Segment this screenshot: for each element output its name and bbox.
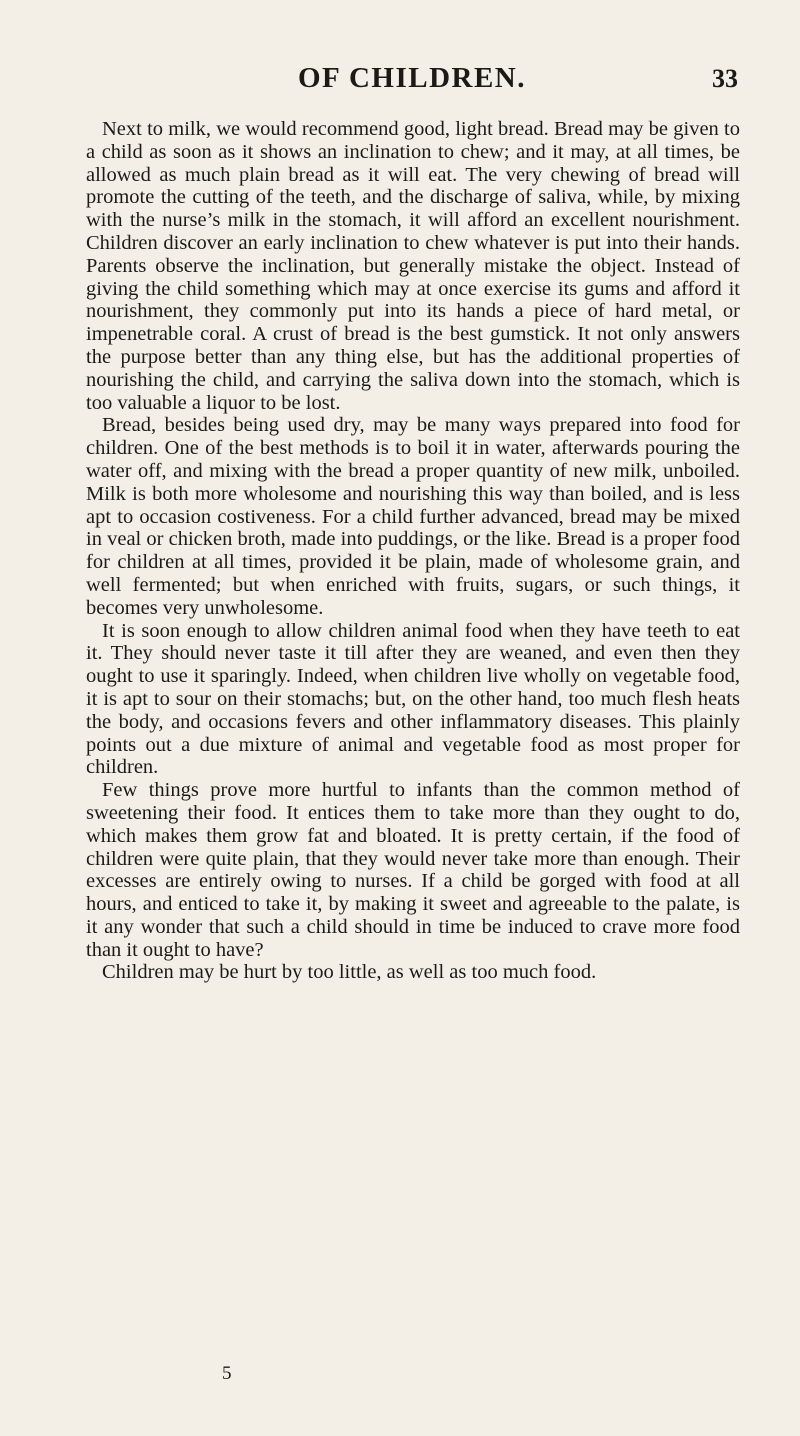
paragraph-bread-preparation: Bread, besides being used dry, may be many ways prepared into food for children. One of the best methods is to boil it in water, afterwards pouring the water off, and mixing with the bread a proper quantity of new milk, unboiled. Milk is both more wholesome and nourishing this way than boiled, and is less apt to occasion costiveness. For a child further advanced, bread may be mixed in veal or chicken broth, made into puddings, or the like. Bread is a proper food for children at all times, provided it be plain, made of wholesome grain, and well fermented; but when enriched with fruits, sugars, or such things, it becomes very unwholesome. <box>86 414 740 619</box>
paragraph-too-little-food: Children may be hurt by too little, as well as too much food. <box>102 961 597 984</box>
paragraph-bread: Next to milk, we would recommend good, light bread. Bread may be given to a child as soon as it shows an inclination to chew; and it may, at all times, be allowed as much plain bread as it will eat. The very chewing of bread will promote the cutting of the teeth, and the discharge of saliva, while, by mixing with the nurse’s milk in the stomach, it will afford an excellent nourishment. Children discover an early inclination to chew whatever is put into their hands. Parents observe the inclination, but generally mistake the object. Instead of giving the child something which may at once exercise its gums and afford it nourishment, they commonly put into its hands a piece of hard metal, or impenetrable coral. A crust of bread is the best gumstick. It not only answers the purpose better than any thing else, but has the additional properties of nourishing the child, and carrying the saliva down into the stomach, which is too valuable a liquor to be lost. <box>86 118 740 414</box>
paragraph-sweetening: Few things prove more hurtful to infants than the common method of sweetening their food. It entices them to take more than they ought to do, which makes them grow fat and bloated. It is pretty certain, if the food of children were quite plain, that they would never take more than enough. Their excesses are entirely owing to nurses. If a child be gorged with food at all hours, and enticed to take it, by making it sweet and agreeable to the palate, is it any wonder that such a child should in time be induced to crave more food than it ought to have? <box>86 779 740 961</box>
body-text <box>86 118 740 984</box>
page-header <box>86 62 738 102</box>
signature-mark: 5 <box>222 1363 232 1384</box>
running-title: OF CHILDREN. <box>298 62 526 94</box>
paragraph-animal-food: It is soon enough to allow children animal food when they have teeth to eat it. They should never taste it till after they are weaned, and even then they ought to use it sparingly. Indeed, when children live wholly on vegetable food, it is apt to sour on their stomachs; but, on the other hand, too much flesh heats the body, and occasions fevers and other inflammatory diseases. This plainly points out a due mixture of animal and vegetable food as most proper for children. <box>86 619 740 779</box>
page-number: 33 <box>712 64 738 93</box>
